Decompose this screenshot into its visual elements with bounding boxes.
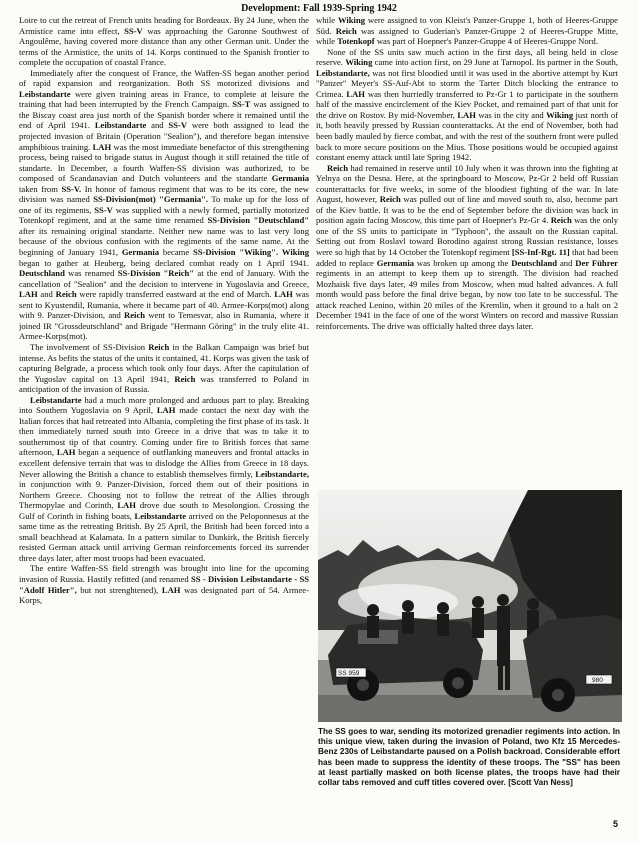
- text-run: had remained in reserve until 10 July when it was thrown into the fighting at Yelnya on the Desna. Here, at the springboard to Moscow, Pz-Gr 2 held off Russian counterattacks for five weeks, in some of the bloodiest fighting of the war. In late August, however,: [316, 162, 618, 205]
- bold-term: Der Führer: [575, 257, 618, 268]
- license-plate-right: 980: [592, 677, 603, 684]
- bold-term: LAH: [346, 88, 365, 99]
- photo-illustration: [318, 490, 622, 722]
- text-run: was then hurriedly transferred to Pz-Gr 1 to participate in the southern half of the massive encirclement of the Kiev Pocket, and remained part of that unit for the drive on Rostov. By mid-November,: [316, 88, 618, 120]
- bold-term: SS - Division Leibstandarte - SS "Adolf Hitler",: [19, 573, 309, 595]
- text-run: drove due south to Mesolongion. Crossing the Gulf of Corinth in fishing boats,: [19, 500, 309, 521]
- bold-term: Reich: [55, 289, 77, 300]
- bold-term: Reich: [148, 341, 170, 352]
- text-run: just north of it, both heavily pressed by Russian counterattacks. At the end of November, both had been badly mauled by fierce combat, and with the rest of the southern front were pulled back to more secure positions on the Mius. Those positions would be occupied against constant enemy attack until late Spring 1942.: [316, 109, 618, 163]
- text-run: was assigned to Guderian's Panzer-Gruppe 2 of Heeres-Gruppe Mitte, while: [316, 25, 618, 47]
- text-run: Loire to cut the retreat of French units heading for Bordeaux. By 24 June, when the Armistice came into effect,: [19, 15, 309, 36]
- bold-term: Wiking: [345, 57, 373, 68]
- text-run: came into action first, on 29 June at Tarnopol. Its partner in the South,: [372, 57, 618, 68]
- text-run: made contact the next day with the Italian forces that had retreated into Albania, completing the first phase of its task. It then immediately turned south into Greece in a drive that was to take it to southernmost tip of that country. Coming under fire to British forces that same afternoon,: [19, 405, 309, 458]
- bold-term: SS-V: [124, 25, 143, 36]
- bold-term: Wiking: [337, 15, 366, 25]
- bold-term: Deutschland: [19, 268, 65, 279]
- paragraph: [19, 563, 309, 605]
- bold-term: SS-Division(mot) "Germania".: [93, 194, 209, 205]
- text-run: were given training areas in France, to complete at leisure the training that had been interrupted by the French Campaign.: [19, 88, 309, 110]
- paragraph: [19, 15, 309, 68]
- bold-term: Reich: [335, 25, 357, 36]
- bold-term: LAH: [457, 109, 476, 120]
- war-photograph: [318, 490, 622, 722]
- running-header: Development: Fall 1939-Spring 1942: [241, 3, 397, 14]
- text-run: began to gather at Heuberg, being declared combat ready on 1 April 1941.: [19, 257, 309, 268]
- bold-term: Reich: [327, 162, 349, 173]
- bold-term: LAH: [56, 447, 76, 458]
- text-run: were both assigned to lead the projected invasion of Britain (Operation "Sealion"), and therefore began intensive amphibious training.: [19, 120, 309, 152]
- bold-term: Leibstandarte,: [316, 67, 370, 78]
- text-run: was sent to Kyustendil, Rumania, where it became part of 40. Armee-Korps(mot) along with 9. Panzer-Division, and: [19, 289, 309, 321]
- paragraph: [316, 47, 618, 163]
- bold-term: Reich: [550, 215, 572, 226]
- text-run: after its remaining original standarte. Neither new name was to last very long because of the obvious confusion with the regiments of the same name. At the beginning of January 1941,: [19, 225, 309, 258]
- bold-term: Wiking: [281, 247, 309, 258]
- bold-term: Reich: [379, 194, 401, 205]
- bold-term: Totenkopf: [337, 36, 375, 47]
- bold-term: Deutschland: [511, 257, 558, 268]
- text-run: The involvement of SS-Division: [30, 341, 149, 352]
- text-run: were rapidly transferred eastward at the end of March.: [76, 289, 275, 300]
- text-run: Immediately after the conquest of France, the Waffen-SS began another period of rapid expansion and reorganization. Both SS motorized divisions and: [19, 67, 309, 89]
- bold-term: Germania: [376, 257, 414, 268]
- text-run: was pulled out of line and moved south to, also, become part of the Kiev battle. It was to be the end of September before the division was back in position again facing Moscow, this time part of Hoepner's Pz-Gr 4.: [316, 194, 618, 226]
- bold-term: Leibstandarte: [134, 510, 187, 521]
- text-run: that had been added to replace: [316, 247, 618, 268]
- text-run: became: [159, 247, 193, 258]
- paragraph: [316, 15, 618, 47]
- text-run: was approaching the Garonne Southwest of Angoulême, having covered more distance than any other German unit. Under the terms of the Armistice, the units of 14. Korps continued to the Spanish frontier to complete the occupation of coastal France.: [19, 25, 309, 68]
- text-run: In honor of famous regiment that was to be its core, the new division was named: [19, 183, 309, 205]
- bold-term: SS-T: [232, 99, 251, 110]
- page-number: 5: [613, 819, 619, 829]
- right-text-column: [316, 15, 618, 483]
- bold-term: LAH: [117, 500, 136, 511]
- text-run: in conjunction with 9. Panzer-Division, forced them out of their positions in Northern Greece. Choosing not to follow the retreat of the Allies through Thermopylae and Corinth,: [19, 479, 309, 511]
- bold-term: SS-V.: [61, 183, 82, 194]
- text-run: was in the city and: [475, 109, 547, 120]
- text-run: regiments in an attempt to keep them up to strength. The division had reached Mozhaisk five days later, 49 miles from Moscow, when mud halted advances. A full month would pass before the final drive began, by now too late to be successful. The attack reached Lenino, within 20 miles of the Kremlin, when it ground to a halt on 2 December 1941 in the face of one of the worst Winters on record and massive Russian reinforcements. The drive was officially halted three days later.: [316, 268, 618, 331]
- text-run: at the end of January. With the cancellation of "Sealion" and the decision to intervene in Yugoslavia and Greece,: [19, 268, 309, 289]
- bold-term: Reich: [124, 310, 146, 321]
- text-run: but not strenghtened),: [76, 584, 162, 595]
- paragraph: [19, 342, 309, 395]
- text-run: was the only one of the SS units to participate in "Typhoon", the assault on the Russian capital. Setting out from Roslavl toward Borodino against strong Russian resistance, losses were so high that by 14 October the Totenkopf regiment: [316, 215, 618, 258]
- text-run: and: [557, 257, 576, 268]
- bold-term: SS-V: [94, 204, 113, 215]
- bold-term: Leibstandarte: [94, 120, 147, 131]
- text-run: began a sequence of outflanking maneuvers and frontal attacks in excellent defensive terrain that was to dislodge the Allies from Greece in 18 days. Never allowing the British a chance to establish themselves firmly,: [19, 447, 309, 479]
- bold-term: Germania: [121, 247, 160, 258]
- text-run: in the Balkan Campaign was brief but intense. As befits the status of the units it contained, 41. Korps was given the task of capturing Belgrade, a process which took only four days. After the capitulation of the Yugoslav capital on 13 April 1941,: [19, 341, 309, 384]
- text-run: had a much more prolonged and arduous part to play. Breaking into Southern Yugoslavia on 9 April,: [19, 394, 309, 416]
- bold-term: [SS-Inf-Rgt. 11]: [511, 247, 570, 258]
- bold-term: Reich: [174, 373, 196, 384]
- text-run: The entire Waffen-SS field strength was brought into line for the upcoming invasion of Russia. Hastily refitted (and renamed: [19, 563, 309, 584]
- left-text-column: [19, 15, 309, 835]
- text-run: while: [316, 15, 338, 25]
- bold-term: SS-Division "Wiking".: [193, 247, 279, 258]
- text-run: was not first bloodied until it was used in the abortive attempt by Kurt "Panzer" Meyer's SS-Auf-Abt to storm the Tarter Ditch blocking the entrance to Crimea.: [316, 67, 618, 99]
- bold-term: LAH: [92, 141, 112, 152]
- text-run: went to Temesvar, also in Rumania, where it joined IR "Grossdeutschland" and Brigade "Hermann Göring" in the truly elite 41. Armee-Korps(mot).: [19, 310, 309, 342]
- paragraph: [316, 163, 618, 332]
- license-plate-left: SS 959: [338, 670, 360, 677]
- paragraph: [19, 68, 309, 342]
- paragraph: [19, 395, 309, 564]
- text-run: was broken up among the: [414, 257, 512, 268]
- bold-term: LAH: [274, 289, 293, 300]
- bold-term: LAH: [161, 584, 181, 595]
- text-run: was supplied with a newly formed, partially motorized Totenkopf regiment, and at the same time renamed: [19, 204, 309, 226]
- text-run: was designated part of 54. Armee-Korps,: [19, 584, 309, 606]
- bold-term: SS-Division "Reich": [117, 268, 195, 279]
- text-run: were assigned to von Kleist's Panzer-Gruppe 1, both of Heeres-Gruppe Süd.: [316, 15, 618, 36]
- text-run: was part of Hoepner's Panzer-Gruppe 4 of Heeres-Gruppe Nord.: [374, 36, 598, 47]
- bold-term: Leibstandarte: [19, 88, 71, 99]
- bold-term: Wiking: [546, 109, 574, 120]
- text-run: taken from: [19, 183, 62, 194]
- bold-term: SS-Division "Deutschland": [207, 215, 309, 226]
- photo-caption: The SS goes to war, sending its motorized grenadier regiments into action. In this unique view, taken during the invasion of Poland, two Kfz 15 Mercedes-Benz 230s of Leibstandarte paused on a Polish backroad. Considerable effort has been made to suppress the identity of these troops. The "SS" has been at least partially masked on both license plates, the troops have had their collar tabs removed and cuff titles covered over. [Scott Van Ness]: [318, 727, 620, 788]
- bold-term: SS-V: [168, 120, 188, 131]
- text-run: was the most immediate benefactor of this strengthening process, being raised to brigade status in August though it still retained the title of standarte. In December, a fourth Waffen-SS division was authorized, to be composed of Scandanavian and Dutch volunteers and the standarte: [19, 141, 309, 184]
- bold-term: LAH: [19, 289, 38, 300]
- text-run: To make up for the loss of one of its regiments,: [19, 194, 309, 215]
- bold-term: Germania: [271, 173, 309, 184]
- bold-term: Leibstandarte: [30, 394, 82, 405]
- bold-term: LAH: [156, 405, 176, 416]
- text-run: None of the SS units saw much action in the first days, all being held in close reserve.: [316, 46, 618, 68]
- bold-term: Leibstandarte,: [255, 468, 309, 479]
- text-run: and: [146, 120, 169, 131]
- text-run: and: [37, 289, 56, 300]
- text-run: was renamed: [64, 268, 118, 279]
- text-run: arrived on the Peloponnesus at the same time as the retreating British. By 25 April, the British had been forced into a small beachhead at Kalamata. In a pattern similar to Dunkirk, the British fiercely resisted German attack until arriving German reinforcements forced its surrender three days later, after most troops had been evacuated.: [19, 510, 309, 563]
- text-run: was assigned to the Biscay coast area just north of the Spanish border where it remained until the end of April 1941.: [19, 99, 309, 131]
- text-run: was transferred to Poland in anticipation of the invasion of Russia.: [19, 373, 309, 395]
